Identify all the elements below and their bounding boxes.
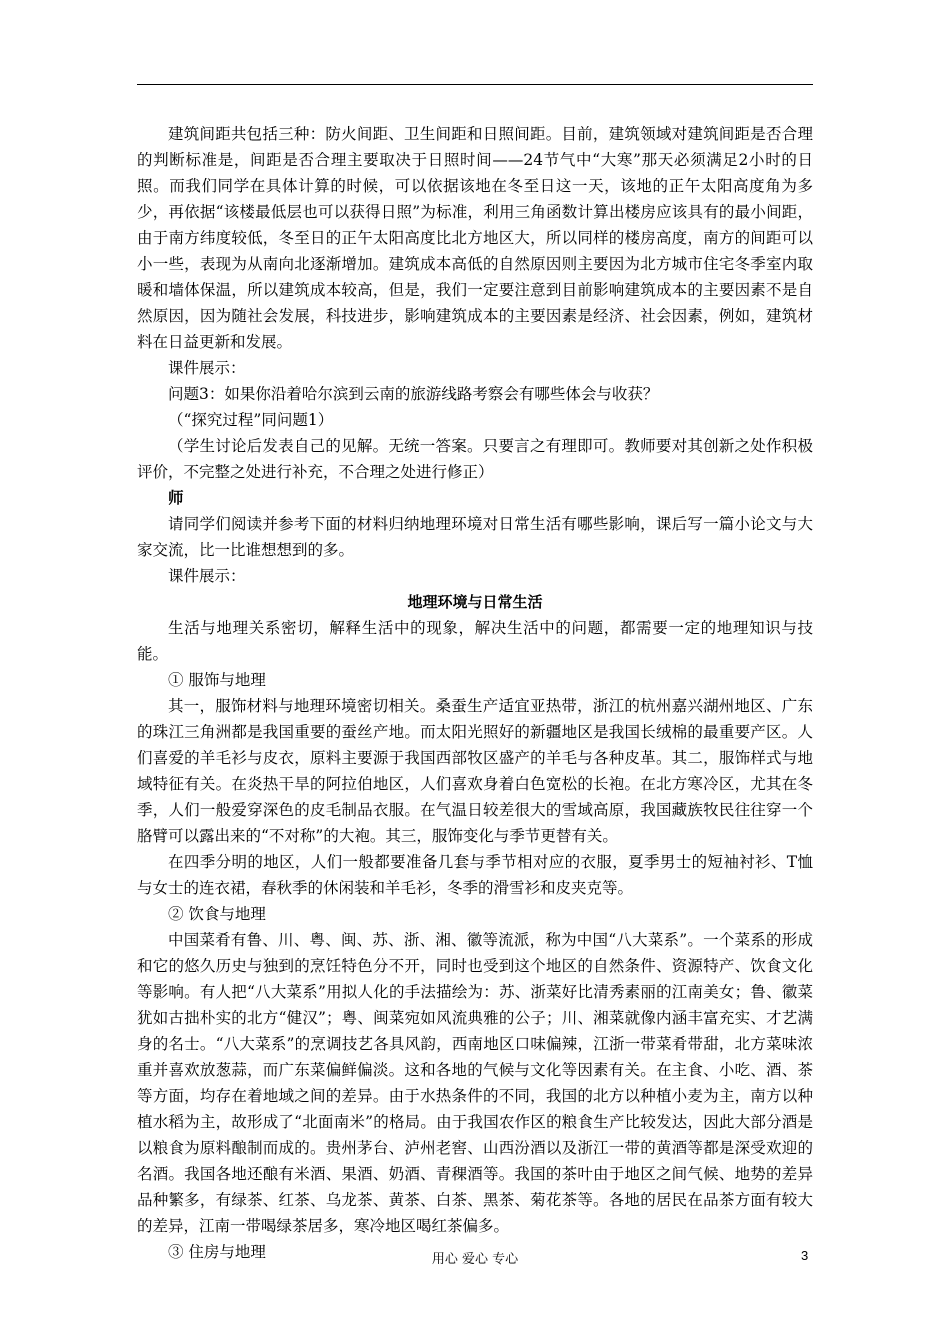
paragraph: （“探究过程”同问题1） bbox=[168, 411, 334, 429]
paragraph: 请同学们阅读并参考下面的材料归纳地理环境对日常生活有哪些影响，课后写一篇小论文与大家交流，比一比谁想想到的多。 bbox=[137, 515, 813, 559]
subheading: ② 饮食与地理 bbox=[168, 905, 266, 923]
paragraph: 中国菜肴有鲁、川、粤、闽、苏、浙、湘、徽等流派，称为中国“八大菜系”。一个菜系的形成和它的悠久历史与独到的烹饪特色分不开，同时也受到这个地区的自然条件、资源特产、饮食文化等影响。有人把“八大菜系”用拟人化的手法描绘为：苏、浙菜好比清秀素丽的江南美女；鲁、徽菜犹如古拙朴实的北方“健汉”；粤、闽菜宛如风流典雅的公子；川、湘菜就像内涵丰富充实、才艺满身的名士。“八大菜系”的烹调技艺各具风韵，西南地区口味偏辣，江浙一带菜肴带甜，北方菜味浓重并喜欢放葱蒜，而广东菜偏鲜偏淡。这和各地的气候与文化等因素有关。在主食、小吃、酒、茶等方面，均存在着地域之间的差异。由于水热条件的不同，我国的北方以种植小麦为主，南方以种植水稻为主，故形成了“北面南米”的格局。由于我国农作区的粮食生产比较发达，因此大部分酒是以粮食为原料酿制而成的。贵州茅台、泸州老窖、山西汾酒以及浙江一带的黄酒等都是深受欢迎的名酒。我国各地还酿有米酒、果酒、奶酒、青稞酒等。我国的茶叶由于地区之间气候、地势的差异品种繁多，有绿茶、红茶、乌龙茶、黄茶、白茶、黑茶、菊花茶等。各地的居民在品茶方面有较大的差异，江南一带喝绿茶居多，寒冷地区喝红茶偏多。 bbox=[137, 931, 813, 1235]
paragraph: （学生讨论后发表自己的见解。无统一答案。只要言之有理即可。教师要对其创新之处作积极评价，不完整之处进行补充，不合理之处进行修正） bbox=[137, 437, 813, 481]
section-title: 地理环境与日常生活 bbox=[407, 593, 543, 611]
paragraph: 在四季分明的地区，人们一般都要准备几套与季节相对应的衣服，夏季男士的短袖衬衫、T恤与女士的连衣裙，春秋季的休闲装和羊毛衫，冬季的滑雪衫和皮夹克等。 bbox=[137, 853, 813, 897]
page-number: 3 bbox=[801, 1248, 809, 1263]
subheading: ① 服饰与地理 bbox=[168, 671, 266, 689]
document-body bbox=[137, 121, 813, 1265]
header-rule bbox=[137, 84, 813, 85]
paragraph: 生活与地理关系密切，解释生活中的现象，解决生活中的问题，都需要一定的地理知识与技能。 bbox=[137, 619, 813, 663]
paragraph: 问题3：如果你沿着哈尔滨到云南的旅游线路考察会有哪些体会与收获？ bbox=[168, 385, 659, 403]
paragraph: 课件展示： bbox=[168, 359, 246, 377]
footer-text: 用心 爱心 专心 bbox=[431, 1252, 519, 1267]
subheading: ③ 住房与地理 bbox=[168, 1243, 266, 1261]
paragraph: 课件展示： bbox=[168, 567, 246, 585]
speaker-label: 师 bbox=[168, 488, 184, 507]
paragraph: 其一，服饰材料与地理环境密切相关。桑蚕生产适宜亚热带，浙江的杭州嘉兴湖州地区、广东的珠江三角洲都是我国重要的蚕丝产地。而太阳光照好的新疆地区是我国长绒棉的最重要产区。人们喜爱的羊毛衫与皮衣，原料主要源于我国西部牧区盛产的羊毛与各种皮革。其二，服饰样式与地域特征有关。在炎热干旱的阿拉伯地区，人们喜欢身着白色宽松的长袍。在北方寒冷区，尤其在冬季，人们一般爱穿深色的皮毛制品衣服。在气温日较差很大的雪域高原，我国藏族牧民往往穿一个胳臂可以露出来的“不对称”的大袍。其三，服饰变化与季节更替有关。 bbox=[137, 697, 813, 845]
paragraph: 建筑间距共包括三种：防火间距、卫生间距和日照间距。目前，建筑领域对建筑间距是否合理的判断标准是，间距是否合理主要取决于日照时间——24节气中“大寒”那天必须满足2小时的日照。而我们同学在具体计算的时候，可以依据该地在冬至日这一天，该地的正午太阳高度角为多少，再依据“该楼最低层也可以获得日照”为标准，利用三角函数计算出楼房应该具有的最小间距，由于南方纬度较低，冬至日的正午太阳高度比北方地区大，所以同样的楼房高度，南方的间距可以小一些，表现为从南向北逐渐增加。建筑成本高低的自然原因则主要因为北方城市住宅冬季室内取暖和墙体保温，所以建筑成本较高，但是，我们一定要注意到目前影响建筑成本的主要因素不是自然原因，因为随社会发展，科技进步，影响建筑成本的主要因素是经济、社会因素，例如，建筑材料在日益更新和发展。 bbox=[137, 125, 813, 351]
